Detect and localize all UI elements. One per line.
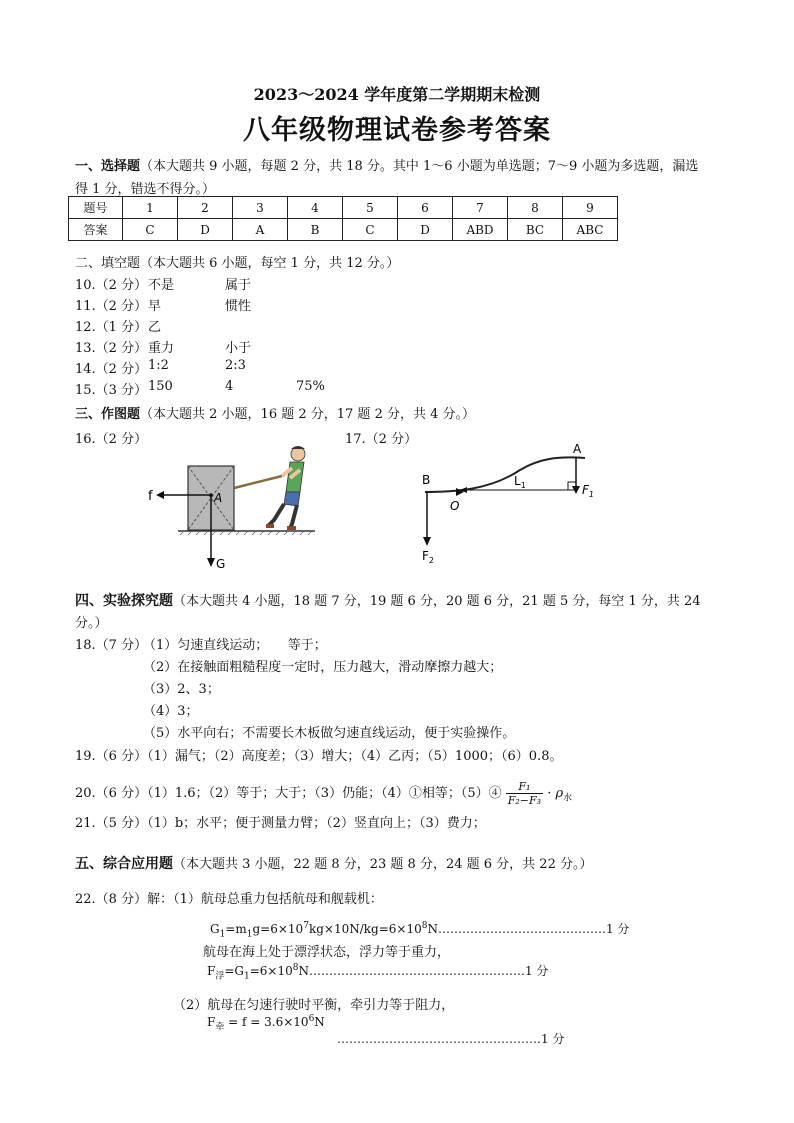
answer-c: 75% (296, 379, 325, 394)
item-label: 11.（2 分） (75, 299, 148, 314)
q19-answer: 19.（6 分）（1）漏气；（2）高度差；（3）增大；（4）乙丙；（5）1000；（6）0.8。 (75, 749, 563, 764)
table-cell: 3 (233, 197, 288, 219)
label-b: B (422, 473, 431, 487)
force-f-arrowhead (156, 491, 164, 499)
answer-a: 不是 (148, 278, 175, 293)
q18-line-2: （2）在接触面粗糙程度一定时，压力越大，滑动摩擦力越大； (143, 660, 503, 675)
table-cell: D (178, 219, 233, 241)
section3-desc: （本大题共 2 小题，16 题 2 分，17 题 2 分，共 4 分。） (140, 407, 476, 422)
q22-formula-3: $F_浮=G_1=6\times 10^8N\dots\dots\dots\dots\dots\dots\dots\dots\dots\dots\dots\dots\dots\dots\dots\dots\dots\dots 1$ 分 (207, 963, 549, 982)
table-cell: D (398, 219, 453, 241)
table-cell: B (288, 219, 343, 241)
item-label: 10.（2 分） (75, 278, 148, 293)
answer-a: 早 (148, 299, 162, 314)
answer-b: 2:3 (225, 358, 246, 373)
table-cell: ABD (453, 219, 508, 241)
label-f: f (148, 489, 153, 504)
page-title: 八年级物理试卷参考答案 (243, 115, 551, 146)
table-row-label: 题号 (69, 197, 123, 219)
answer-table-row-numbers (69, 197, 618, 219)
q22-line-6: ……………………………………………1 分 (337, 1032, 565, 1046)
section5-desc: （本大题共 3 小题，22 题 8 分，23 题 8 分，24 题 6 分，共 22 分。） (173, 857, 593, 872)
list-item (75, 274, 147, 293)
q22-line-2: 航母在海上处于漂浮状态，浮力等于重力， (203, 945, 451, 960)
q21-answer: 21.（5 分）（1）b；水平；便于测量力臂；（2）竖直向上；（3）费力； (75, 816, 486, 831)
table-cell: 5 (343, 197, 398, 219)
q22-formula-5: $F_牵 = f = 3.6\times 10^6N$ (207, 1014, 325, 1033)
fraction-denominator: F₂−F₃ (507, 794, 542, 807)
q20-answer (75, 780, 572, 807)
table-cell: ABC (563, 219, 618, 241)
label-f1: $F_1$ (582, 483, 594, 499)
figure-16-force-diagram (140, 440, 330, 575)
lever-bar (425, 457, 585, 492)
item-label: 12.（1 分） (75, 320, 148, 335)
table-cell: 7 (453, 197, 508, 219)
answer-a: 150 (148, 379, 173, 394)
section5-line (75, 853, 592, 873)
section4-desc-2: 分。） (75, 616, 108, 631)
label-g: G (216, 557, 226, 571)
answer-table (68, 196, 618, 241)
table-cell: 4 (288, 197, 343, 219)
point-a-dot (209, 493, 213, 497)
table-cell: BC (508, 219, 563, 241)
section2-desc: （本大题共 6 小题，每空 1 分，共 12 分。） (140, 256, 400, 271)
q20-text: 20.（6 分）（1）1.6；（2）等于；大于；（3）仍能；（4）①相等；（5）④ (75, 786, 502, 801)
q22-intro: 22.（8 分）解：（1）航母总重力包括航母和舰载机： (75, 892, 383, 907)
answer-a: 乙 (148, 320, 162, 335)
q18-label: 18.（7 分） (75, 638, 148, 653)
q16-label: 16.（2 分） (75, 432, 148, 447)
table-cell: C (123, 219, 178, 241)
q20-tail: · $\rho_水$ (547, 786, 573, 804)
exam-subtitle: 2023～2024 学年度第二学期期末检测 (253, 85, 541, 104)
table-cell: 1 (123, 197, 178, 219)
label-l1: $L_1$ (514, 474, 526, 490)
figure-17-lever-diagram (410, 440, 610, 570)
section2-heading: 二、填空题 (75, 256, 141, 271)
section3-line (75, 403, 475, 422)
section4-desc-1: （本大题共 4 小题，18 题 7 分，19 题 6 分，20 题 6 分，21 题 5 分，每空 1 分，共 24 (173, 594, 701, 609)
section2-line (75, 252, 399, 271)
table-cell: 8 (508, 197, 563, 219)
force-f2-arrowhead (423, 537, 431, 546)
answer-b: 惯性 (225, 299, 252, 314)
label-f2: $F_2$ (422, 549, 434, 565)
item-label: 14.（2 分） (75, 362, 148, 377)
answer-a: 重力 (148, 341, 175, 356)
answer-table-row-answers (69, 219, 618, 241)
force-g-arrowhead (207, 558, 215, 567)
answer-b: 属于 (225, 278, 252, 293)
table-row-label: 答案 (69, 219, 123, 241)
q18-line-3: （3）2、3； (143, 682, 220, 697)
section5-heading: 五、综合应用题 (75, 856, 173, 872)
item-label: 13.（2 分） (75, 341, 148, 356)
table-cell: 6 (398, 197, 453, 219)
section4-line1 (75, 590, 701, 610)
section3-heading: 三、作图题 (75, 407, 141, 422)
person-pulling-figure (266, 446, 305, 528)
table-cell: 9 (563, 197, 618, 219)
q18-line-4: （4）3； (143, 704, 199, 719)
q22-formula-1: $G_1=m_1g=6\times 10^7kg\times 10N/kg=6\times 10^8N\dots\dots\dots\dots\dots\dots\dots\dots\dots\dots\dots\dots\dots\dots 1$ 分 (210, 921, 630, 940)
table-cell: A (233, 219, 288, 241)
section1-heading: 一、选择题 (75, 159, 141, 174)
section4-heading: 四、实验探究题 (75, 593, 173, 609)
section1-desc-2: 得 1 分，错选不得分。） (75, 182, 216, 197)
section1-desc-1: （本大题共 9 小题，每题 2 分，共 18 分。其中 1～6 小题为单选题；7～9 小题为多选题，漏选 (140, 159, 699, 174)
rope (234, 476, 282, 488)
table-cell: 2 (178, 197, 233, 219)
table-cell: C (343, 219, 398, 241)
label-a: A (573, 442, 582, 456)
answer-a: 1:2 (148, 358, 169, 373)
item-label: 15.（3 分） (75, 383, 148, 398)
section1-line1 (75, 155, 698, 174)
label-o: O (450, 499, 460, 513)
q18-line-5: （5）水平向右；不需要长木板做匀速直线运动，便于实验操作。 (143, 726, 516, 741)
q18-line-1: （1）匀速直线运动； 等于； (143, 638, 327, 653)
answer-b: 4 (225, 379, 234, 394)
fraction-numerator: F₁ (506, 780, 543, 794)
label-a: A (214, 491, 223, 505)
q20-fraction (506, 780, 543, 807)
q17-label: 17.（2 分） (345, 432, 418, 447)
q22-line-4: （2）航母在匀速行驶时平衡，牵引力等于阻力， (173, 998, 455, 1013)
answer-b: 小于 (225, 341, 252, 356)
